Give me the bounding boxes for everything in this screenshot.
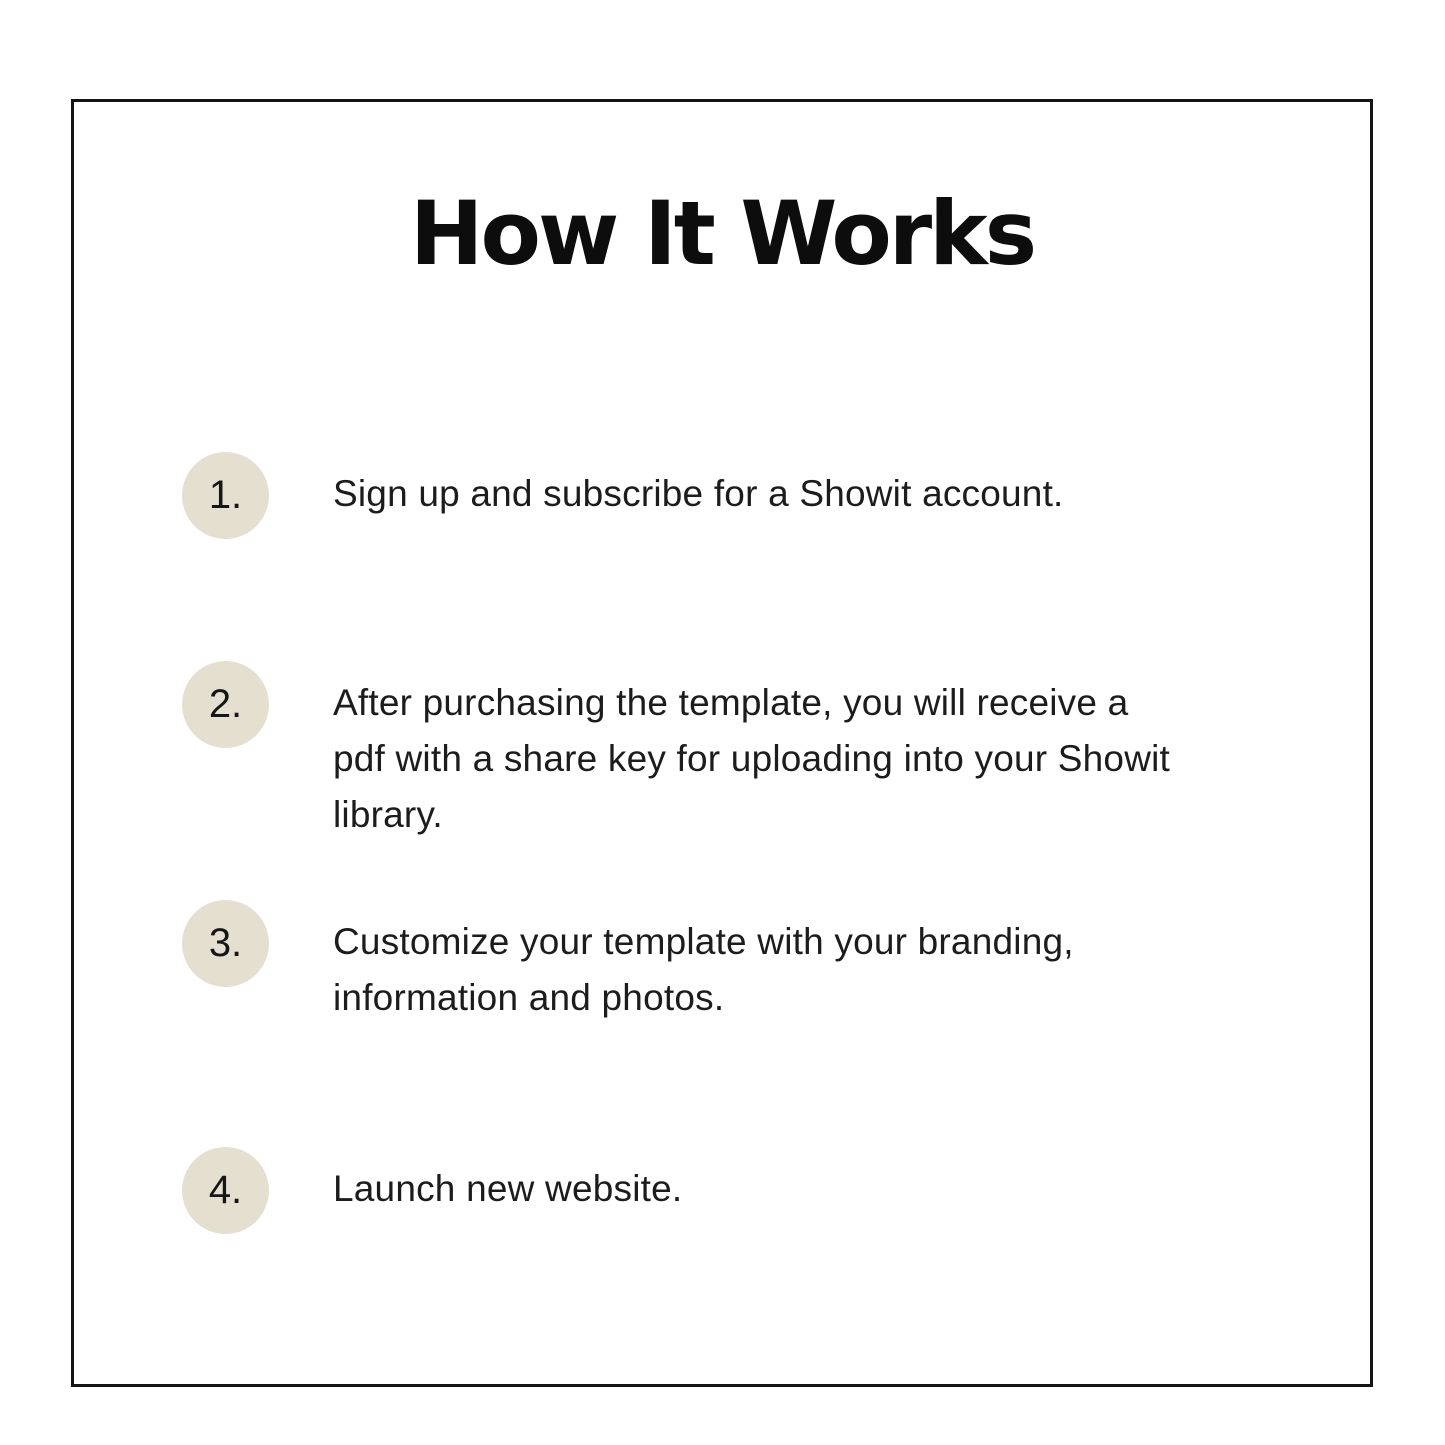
step-number-badge [182,1147,269,1234]
step-row-2 [182,661,1293,843]
step-number: 2. [208,682,243,726]
step-text-line: Sign up and subscribe for a Showit account. [333,473,1064,514]
step-text-line: information and photos. [333,977,725,1018]
step-text-line: Launch new website. [333,1168,683,1209]
page-title: How It Works [409,182,1035,285]
step-number: 4. [208,1168,243,1212]
step-text [333,675,1293,843]
step-text [333,914,1293,1026]
step-row-4 [182,1147,1293,1234]
step-text-line: pdf with a share key for uploading into your Showit [333,738,1171,779]
step-number-badge [182,452,269,539]
step-text-line: After purchasing the template, you will receive a [333,682,1129,723]
step-number: 1. [208,473,243,517]
step-text [333,1161,1293,1217]
step-row-1 [182,452,1293,539]
step-number-badge [182,900,269,987]
step-number-badge [182,661,269,748]
step-number: 3. [208,921,243,965]
content-frame [71,99,1373,1387]
step-text [333,466,1293,522]
step-text-line: library. [333,794,443,835]
step-row-3 [182,900,1293,1026]
step-text-line: Customize your template with your branding, [333,921,1074,962]
